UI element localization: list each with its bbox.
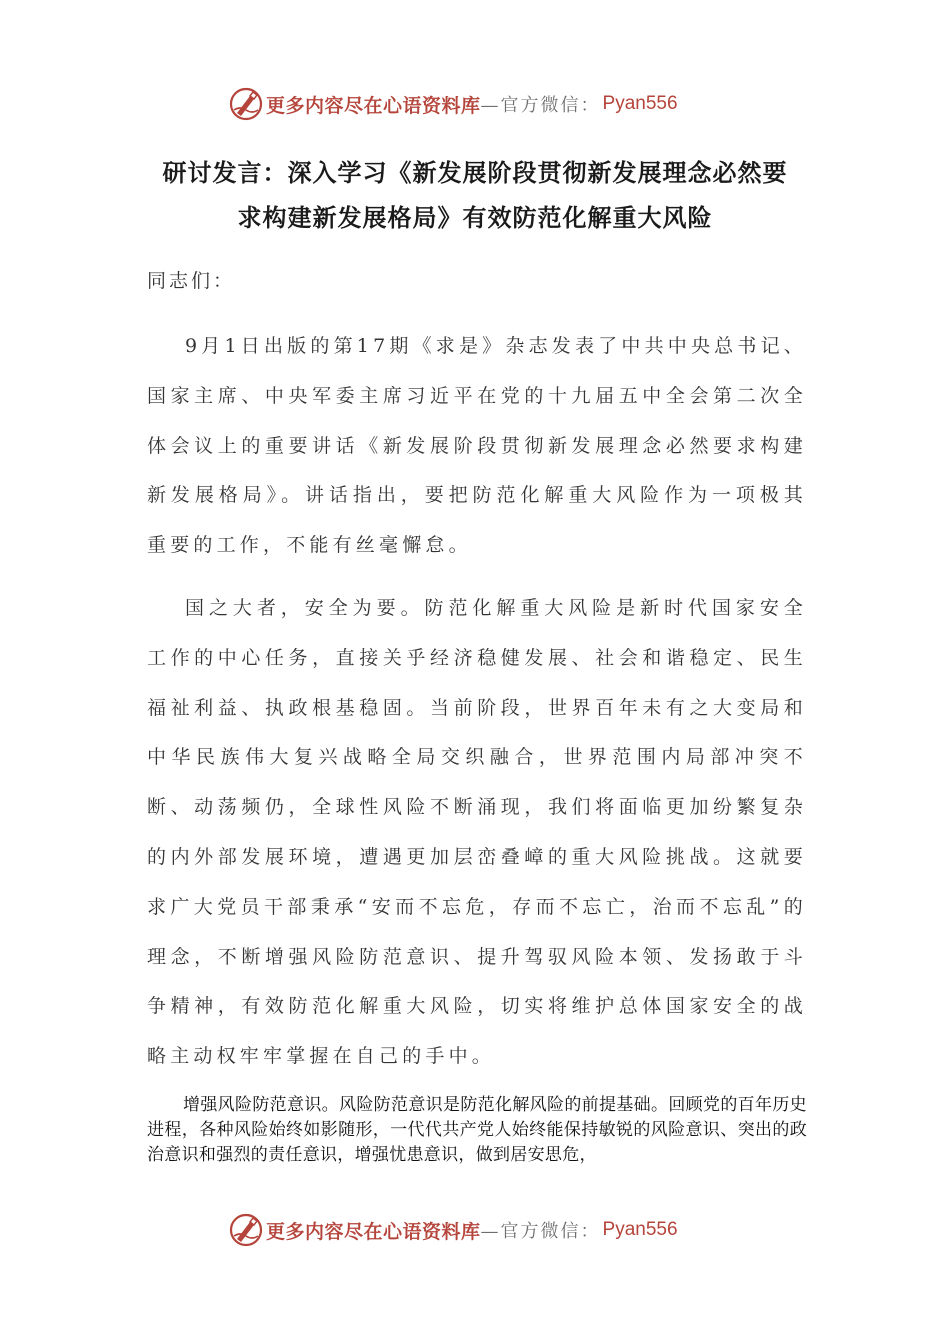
document-title xyxy=(130,150,820,240)
banner-wechat-id: Pyan556 xyxy=(602,93,678,114)
title-line-1: 研讨发言：深入学习《新发展阶段贯彻新发展理念必然要 xyxy=(162,158,788,187)
banner-wechat-label: —官方微信： xyxy=(480,1221,601,1242)
pen-nib-logo-icon xyxy=(228,1212,264,1248)
salutation: 同志们： xyxy=(147,270,236,292)
footer-banner xyxy=(228,1210,748,1250)
paragraph-2: 国之大者，安全为要。防范化解重大风险是新时代国家安全工作的中心任务，直接关乎经济稳健发展、社会和谐稳定、民生福祉利益、执政根基稳固。当前阶段，世界百年未有之大变局和中华民族伟大复兴战略全局交织融合，世界范围内局部冲突不断、动荡频仍，全球性风险不断涌现，我们将面临更加纷繁复杂的内外部发展环境，遭遇更加层峦叠嶂的重大风险挑战。这就要求广大党员干部秉承“安而不忘危，存而不忘亡，治而不忘乱”的理念，不断增强风险防范意识、提升驾驭风险本领、发扬敢于斗争精神，有效防范化解重大风险，切实将维护总体国家安全的战略主动权牢牢掌握在自己的手中。 xyxy=(147,597,807,1068)
title-line-2: 求构建新发展格局》有效防范化解重大风险 xyxy=(237,203,713,232)
banner-wechat-label: —官方微信： xyxy=(480,95,601,116)
pen-nib-logo-icon xyxy=(228,86,264,122)
banner-wechat-id: Pyan556 xyxy=(602,1219,678,1240)
paragraph-1: 9月1日出版的第17期《求是》杂志发表了中共中央总书记、国家主席、中央军委主席习近平在党的十九届五中全会第二次全体会议上的重要讲话《新发展阶段贯彻新发展理念必然要求构建新发展格局》。讲话指出，要把防范化解重大风险作为一项极其重要的工作，不能有丝毫懈怠。 xyxy=(147,335,807,557)
banner-title: 更多内容尽在心语资料库 xyxy=(266,1220,481,1243)
banner-title: 更多内容尽在心语资料库 xyxy=(266,94,481,117)
paragraph-3: 增强风险防范意识。风险防范意识是防范化解风险的前提基础。回顾党的百年历史进程，各种风险始终如影随形，一代代共产党人始终能保持敏锐的风险意识、突出的政治意识和强烈的责任意识，增强忧患意识，做到居安思危， xyxy=(147,1095,807,1165)
header-banner xyxy=(228,84,748,124)
